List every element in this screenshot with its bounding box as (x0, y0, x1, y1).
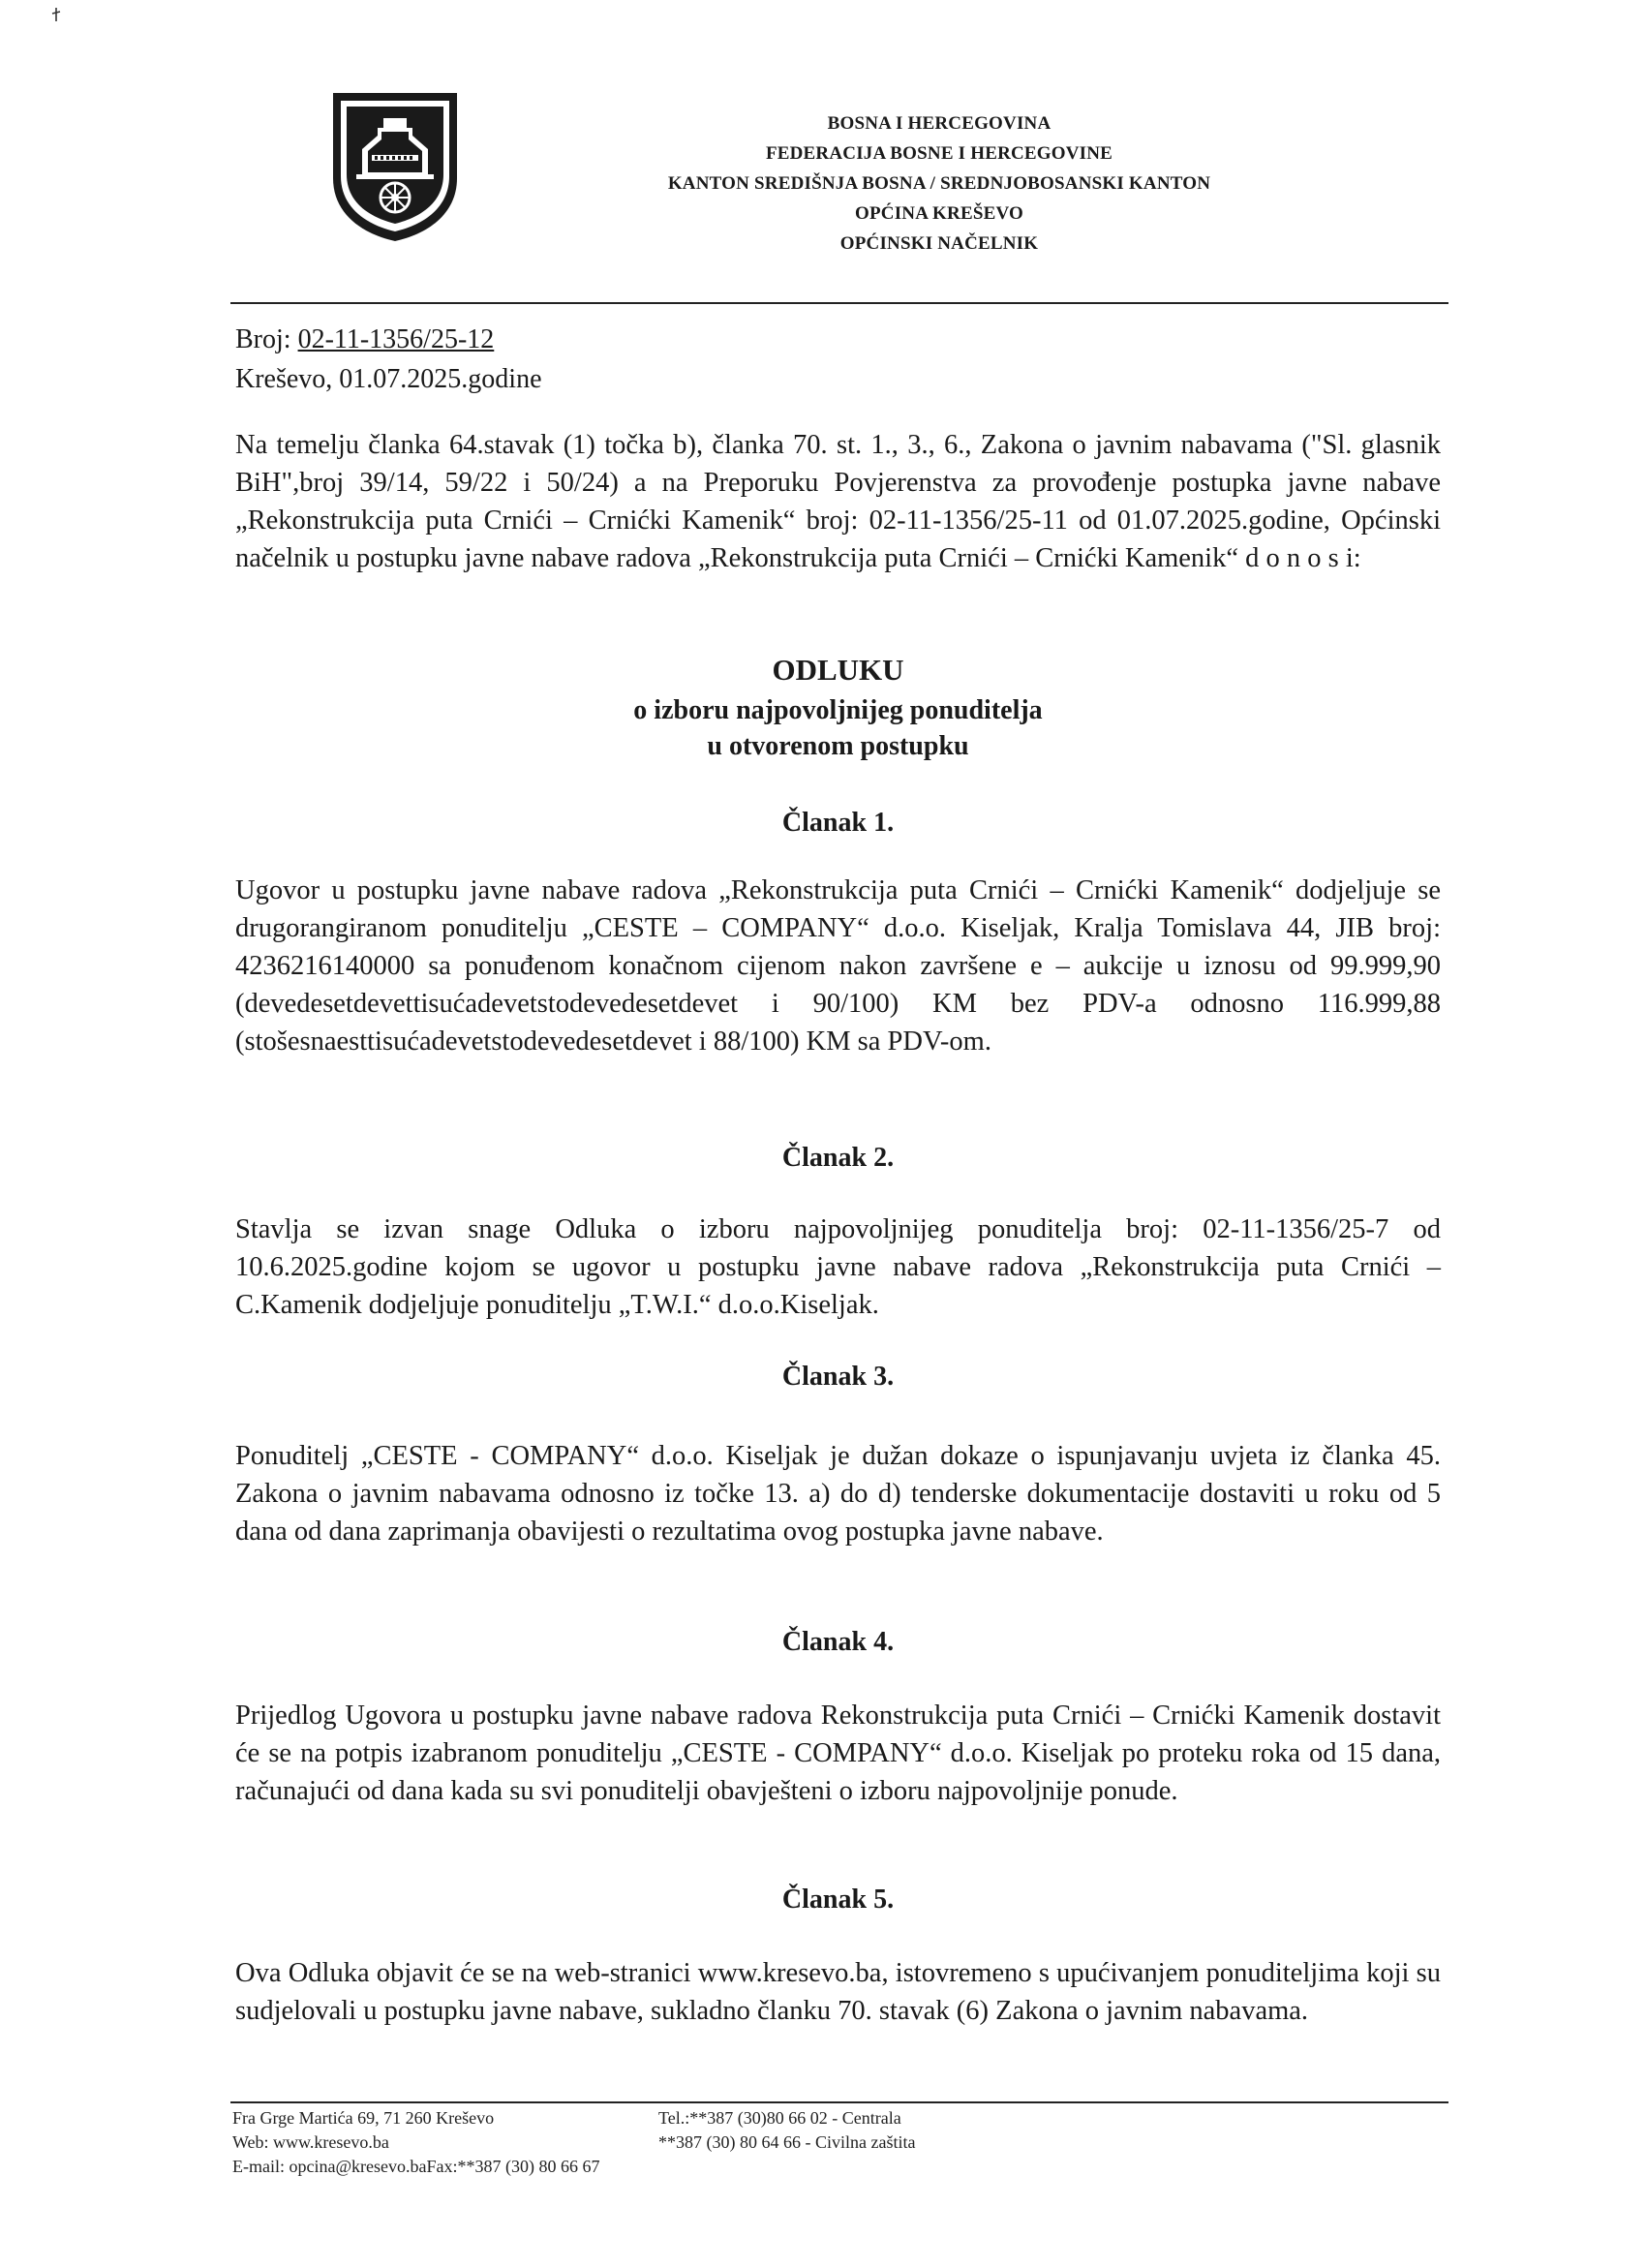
header-line-canton: KANTON SREDIŠNJA BOSNA / SREDNJOBOSANSKI KANTON (667, 173, 1211, 194)
decision-subtitle (235, 692, 1441, 764)
footer-phone-central: Tel.:**387 (30)80 66 02 - Centrala (658, 2108, 901, 2128)
footer-web: Web: www.kresevo.ba (232, 2132, 389, 2152)
article-3-heading: Članak 3. (781, 1362, 895, 1392)
footer-phone-civil-protection: **387 (30) 80 64 66 - Civilna zaštita (658, 2132, 916, 2152)
article-5-heading: Članak 5. (781, 1885, 895, 1915)
footer-email-fax: E-mail: opcina@kresevo.baFax:**387 (30) 80 66 67 (232, 2157, 600, 2176)
footer-divider (230, 2101, 1448, 2103)
header-line-mayor: OPĆINSKI NAČELNIK (839, 233, 1039, 254)
document-number-label: Broj: (235, 324, 291, 354)
document-number: 02-11-1356/25-12 (297, 324, 495, 354)
article-2-heading: Članak 2. (781, 1143, 895, 1173)
article-4-heading: Članak 4. (781, 1627, 895, 1657)
article-1-text: Ugovor u postupku javne nabave radova „Rekonstrukcija puta Crnići – Crnićki Kamenik“ dodjeljuje se drugorangiranom ponuditelju „CESTE – COMPANY“ d.o.o. Kiseljak, Kralja Tomislava 44, JIB broj: 4236216140000 sa ponuđenom konačnom cijenom nakon završene e – aukcije u iznosu od 99.999,90 (devedesetdevettisućadevetstodevedesetdevet i 90/100) KM bez PDV-a odnosno 116.999,88 (stošesnaesttisućadevetstodevedesetdevet i 88/100) KM sa PDV-om. (235, 875, 1441, 1057)
article-1-heading: Članak 1. (781, 808, 895, 838)
document-meta (235, 320, 542, 399)
place-and-date: Kreševo, 01.07.2025.godine (235, 364, 542, 394)
decision-subtitle-line-1: o izboru najpovoljnijeg ponuditelja (633, 695, 1043, 725)
header-divider (230, 302, 1448, 304)
institution-header (620, 108, 1259, 259)
footer-address: Fra Grge Martića 69, 71 260 Kreševo (232, 2108, 495, 2128)
header-line-federation: FEDERACIJA BOSNE I HERCEGOVINE (765, 143, 1113, 164)
municipality-coat-of-arms (329, 89, 461, 244)
article-5-text: Ova Odluka objavit će se na web-stranici www.kresevo.ba, istovremeno s upućivanjem ponuditeljima koji su sudjelovali u postupku javne nabave, sukladno članku 70. stavak (6) Zakona o javnim nabavama. (235, 1958, 1441, 2026)
article-4-text: Prijedlog Ugovora u postupku javne nabave radova Rekonstrukcija puta Crnići – Crnićki Kamenik dostavit će se na potpis izabranom ponuditelju „CESTE - COMPANY“ d.o.o. Kiseljak po proteku roka od 15 dana, računajući od dana kada su svi ponuditelji obavješteni o izboru najpovoljnije ponude. (235, 1701, 1441, 1806)
footer-contact-right (658, 2106, 915, 2155)
decision-title: ODLUKU (772, 653, 904, 687)
article-2-text: Stavlja se izvan snage Odluka o izboru najpovoljnijeg ponuditelja broj: 02-11-1356/25-7 od 10.6.2025.godine kojom se ugovor u postupku javne nabave radova „Rekonstrukcija puta Crnići – C.Kamenik dodjeljuje ponuditelju „T.W.I.“ d.o.o.Kiseljak. (235, 1214, 1441, 1320)
header-line-country: BOSNA I HERCEGOVINA (827, 113, 1052, 134)
intro-paragraph: Na temelju članka 64.stavak (1) točka b), članka 70. st. 1., 3., 6., Zakona o javnim nabavama ("Sl. glasnik BiH",broj 39/14, 59/22 i 50/24) a na Preporuku Povjerenstva za provođenje postupka javne nabave „Rekonstrukcija puta Crnići – Crnićki Kamenik“ broj: 02-11-1356/25-11 od 01.07.2025.godine, Općinski načelnik u postupku javne nabave radova „Rekonstrukcija puta Crnići – Crnićki Kamenik“ d o n o s i: (235, 430, 1441, 573)
footer-contact-left (232, 2106, 600, 2179)
header-line-municipality: OPĆINA KREŠEVO (855, 203, 1023, 224)
scan-mark (50, 6, 64, 23)
article-3-text: Ponuditelj „CESTE - COMPANY“ d.o.o. Kiseljak je dužan dokaze o ispunjavanju uvjeta iz članka 45. Zakona o javnim nabavama odnosno iz točke 13. a) do d) tenderske dokumentacije dostaviti u roku od 5 dana od dana zaprimanja obavijesti o rezultatima ovog postupka javne nabave. (235, 1441, 1441, 1547)
document-number-line (235, 320, 542, 359)
decision-subtitle-line-2: u otvorenom postupku (707, 731, 969, 761)
